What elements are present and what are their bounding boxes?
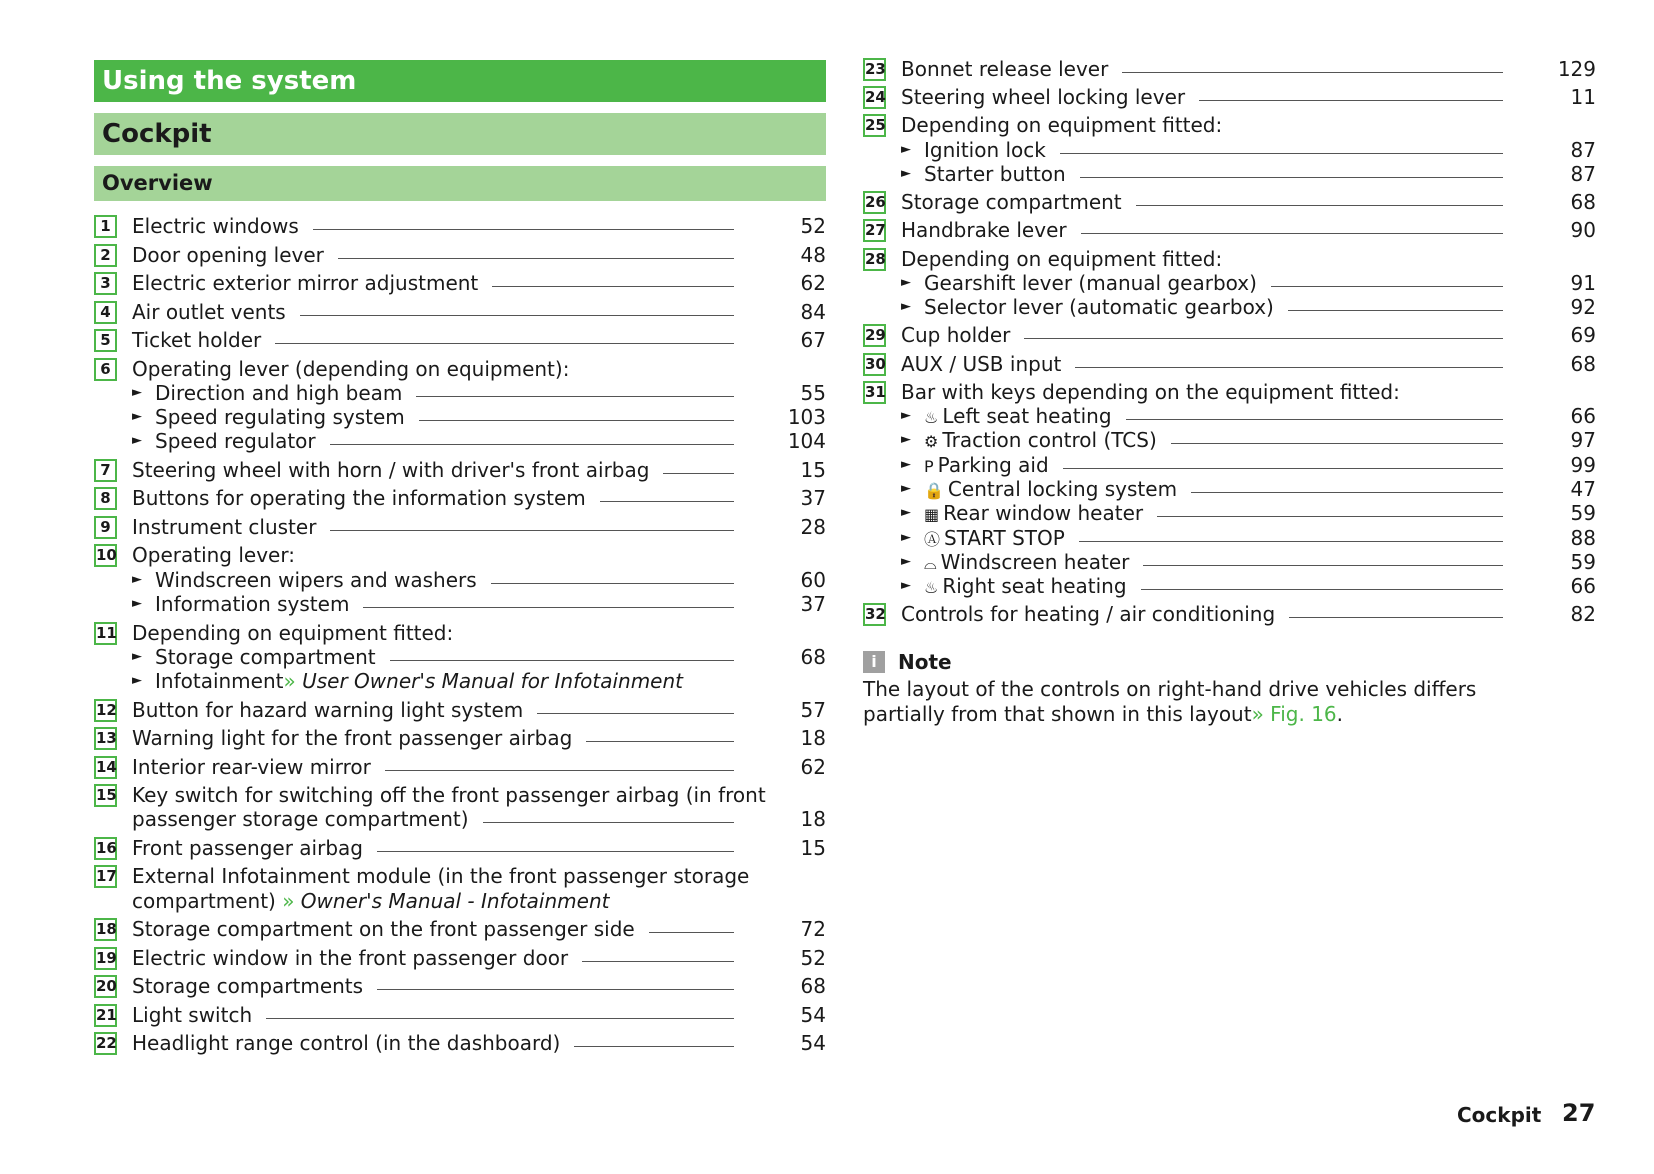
leader-line — [1157, 516, 1503, 517]
item-number-badge: 1 — [94, 215, 117, 238]
entry-label: Light switch — [132, 1002, 253, 1027]
item-number-badge: 3 — [94, 272, 117, 295]
left-seat-heating-icon: ♨ — [924, 408, 939, 428]
item-number-badge: 10 — [94, 544, 117, 567]
leader-line — [483, 822, 734, 823]
entry-label: compartment) » Owner's Manual - Infotainment — [132, 888, 610, 913]
leader-line — [586, 741, 734, 742]
index-entry — [94, 805, 826, 833]
rear-window-heater-icon: ▦ — [924, 505, 940, 525]
parking-aid-icon: P — [924, 456, 934, 476]
entry-label: Depending on equipment fitted: — [132, 620, 454, 645]
footer-page-number: 27 — [1562, 1099, 1596, 1127]
page-number[interactable]: 69 — [1570, 323, 1596, 348]
bullet-icon: ► — [132, 433, 142, 449]
index-entry — [94, 944, 826, 972]
index-entry — [94, 241, 826, 269]
leader-line — [390, 660, 734, 661]
entry-label: Cup holder — [901, 323, 1011, 348]
entry-label: ⚙ Traction control (TCS) — [924, 426, 1157, 456]
cross-reference-title[interactable]: User Owner's Manual for Infotainment — [302, 669, 683, 694]
leader-line — [1063, 468, 1503, 469]
leader-line — [1271, 286, 1503, 287]
item-number-badge: 23 — [863, 58, 886, 81]
item-number-badge: 32 — [863, 603, 886, 626]
entry-label: Operating lever (depending on equipment): — [132, 356, 570, 381]
page-number[interactable]: 15 — [800, 457, 826, 482]
entry-label: Electric windows — [132, 214, 299, 238]
index-entry — [94, 484, 826, 512]
page-number[interactable]: 47 — [1570, 477, 1596, 501]
leader-line — [1126, 419, 1503, 420]
index-entry — [94, 212, 826, 240]
entry-label: P Parking aid — [924, 451, 1049, 481]
item-number-badge: 25 — [863, 114, 886, 137]
leader-line — [419, 420, 734, 421]
entry-label: Warning light for the front passenger airbag — [132, 726, 573, 751]
leader-line — [1191, 492, 1503, 493]
leader-line — [330, 530, 734, 531]
note-end: . — [1336, 702, 1343, 726]
central-locking-icon: 🔒 — [924, 481, 944, 500]
entry-label: Windscreen wipers and washers — [155, 567, 477, 592]
page-number[interactable]: 68 — [800, 974, 826, 999]
page-number[interactable]: 82 — [1570, 602, 1596, 627]
entry-label: Buttons for operating the information system — [132, 486, 586, 511]
entry-label: Steering wheel locking lever — [901, 85, 1186, 110]
entry-label: External Infotainment module (in the front passenger storage — [132, 864, 750, 889]
leader-line — [266, 1018, 734, 1019]
leader-line — [1024, 338, 1503, 339]
bullet-icon: ► — [901, 456, 911, 472]
item-number-badge: 19 — [94, 947, 117, 970]
leader-line — [492, 286, 734, 287]
entry-label: Electric exterior mirror adjustment — [132, 271, 479, 295]
page-number[interactable]: 11 — [1570, 85, 1596, 110]
page-number[interactable]: 37 — [800, 592, 826, 616]
sub-entry — [863, 160, 1596, 188]
bullet-icon: ► — [132, 648, 142, 664]
leader-line — [663, 473, 734, 474]
page-number[interactable]: 54 — [800, 1031, 826, 1056]
entry-label: Ignition lock — [924, 137, 1046, 162]
bullet-icon: ► — [901, 141, 911, 157]
leader-line — [1075, 367, 1503, 368]
leader-line — [330, 444, 734, 445]
item-number-badge: 13 — [94, 727, 117, 750]
index-entry — [863, 55, 1596, 83]
page-number[interactable]: 84 — [800, 299, 826, 324]
item-number-badge: 6 — [94, 358, 117, 381]
entry-label: Electric window in the front passenger door — [132, 945, 569, 970]
bullet-icon: ► — [901, 274, 911, 290]
leader-line — [363, 607, 734, 608]
page-number[interactable]: 54 — [800, 1002, 826, 1027]
entry-label: Ticket holder — [132, 328, 262, 352]
entry-label: Front passenger airbag — [132, 835, 363, 860]
entry-label: Door opening lever — [132, 242, 324, 267]
page-number[interactable]: 103 — [787, 405, 826, 430]
leader-line — [1079, 541, 1503, 542]
index-entry — [94, 834, 826, 862]
sub-entry — [94, 427, 826, 455]
leader-line — [574, 1046, 734, 1047]
leader-line — [313, 229, 734, 230]
leader-line — [1288, 310, 1503, 311]
leader-line — [1060, 153, 1503, 154]
index-entry — [94, 887, 826, 915]
traction-control-icon: ⚙ — [924, 432, 939, 452]
section-header: Using the system — [94, 60, 826, 102]
index-entry — [94, 696, 826, 724]
index-entry — [94, 724, 826, 752]
entry-label: Button for hazard warning light system — [132, 697, 524, 722]
page-number[interactable]: 92 — [1570, 295, 1596, 320]
entry-label: Storage compartment — [901, 190, 1122, 215]
item-number-badge: 29 — [863, 324, 886, 347]
item-number-badge: 8 — [94, 487, 117, 510]
sub-entry — [863, 572, 1596, 600]
page-number[interactable]: 48 — [800, 242, 826, 267]
leader-line — [1289, 617, 1503, 618]
page-number[interactable]: 15 — [800, 835, 826, 860]
index-entry — [94, 269, 826, 297]
windscreen-heater-icon: ⌓ — [924, 553, 937, 573]
page-number[interactable]: 60 — [800, 567, 826, 592]
bullet-icon: ► — [901, 481, 911, 496]
bullet-icon: ► — [901, 408, 911, 424]
item-number-badge: 18 — [94, 918, 117, 941]
info-icon: i — [863, 651, 885, 673]
entry-label: Storage compartment — [155, 644, 376, 669]
index-entry — [94, 298, 826, 326]
page-number[interactable]: 62 — [800, 754, 826, 779]
note-title: Note — [898, 650, 952, 674]
bullet-icon: ► — [901, 299, 911, 315]
index-entry — [94, 972, 826, 1000]
entry-label: Instrument cluster — [132, 514, 317, 539]
entry-label: Handbrake lever — [901, 218, 1067, 243]
bullet-icon: ► — [132, 384, 142, 400]
page-number[interactable]: 91 — [1570, 270, 1596, 295]
entry-label: AUX / USB input — [901, 351, 1062, 376]
leader-line — [582, 961, 734, 962]
entry-label: passenger storage compartment) — [132, 807, 469, 832]
index-entry — [94, 915, 826, 943]
page-number[interactable]: 59 — [1570, 549, 1596, 574]
page-number[interactable]: 72 — [800, 917, 826, 942]
entry-label: Infotainment» User Owner's Manual for Infotainment — [155, 669, 683, 694]
page-number[interactable]: 67 — [800, 328, 826, 352]
index-entry — [94, 1029, 826, 1057]
leader-line — [649, 932, 734, 933]
note-text — [863, 677, 1563, 727]
page-number[interactable]: 52 — [800, 214, 826, 238]
entry-label: Speed regulating system — [155, 405, 405, 430]
start-stop-icon: Ⓐ — [924, 529, 941, 549]
item-number-badge: 21 — [94, 1004, 117, 1027]
right-seat-heating-icon: ♨ — [924, 578, 939, 598]
item-number-badge: 14 — [94, 756, 117, 779]
leader-line — [416, 396, 734, 397]
page-number[interactable]: 87 — [1570, 137, 1596, 162]
entry-label: Starter button — [924, 162, 1066, 186]
page-number[interactable]: 97 — [1570, 428, 1596, 453]
bullet-icon: ► — [901, 166, 911, 181]
index-entry — [94, 513, 826, 541]
leader-line — [275, 343, 734, 344]
leader-line — [1080, 177, 1503, 178]
cross-reference-arrow[interactable]: » — [275, 888, 301, 913]
index-entry — [94, 326, 826, 354]
index-entry — [863, 188, 1596, 216]
sub-entry — [863, 293, 1596, 321]
item-number-badge: 4 — [94, 301, 117, 324]
entry-label: Steering wheel with horn / with driver's front airbag — [132, 457, 650, 482]
bullet-icon: ► — [901, 578, 911, 594]
item-number-badge: 7 — [94, 459, 117, 482]
leader-line — [385, 770, 734, 771]
entry-label: Key switch for switching off the front passenger airbag (in front — [132, 783, 766, 808]
page-number[interactable]: 99 — [1570, 452, 1596, 477]
page-number[interactable]: 66 — [1570, 404, 1596, 429]
page-number[interactable]: 59 — [1570, 501, 1596, 526]
leader-line — [1143, 565, 1503, 566]
bullet-icon: ► — [901, 553, 911, 569]
bullet-icon: ► — [901, 505, 911, 521]
entry-label: Depending on equipment fitted: — [901, 113, 1223, 138]
leader-line — [377, 851, 734, 852]
entry-label: Selector lever (automatic gearbox) — [924, 295, 1274, 320]
entry-label: ⌓ Windscreen heater — [924, 548, 1129, 578]
index-entry — [863, 216, 1596, 244]
chapter-header: Cockpit — [94, 113, 826, 155]
item-number-badge: 11 — [94, 622, 117, 645]
entry-label: Gearshift lever (manual gearbox) — [924, 270, 1257, 295]
leader-line — [1141, 589, 1503, 590]
index-entry — [863, 350, 1596, 378]
page-number[interactable]: 87 — [1570, 162, 1596, 186]
bullet-icon: ► — [132, 571, 142, 587]
bullet-icon: ► — [132, 409, 142, 425]
item-number-badge: 2 — [94, 244, 117, 267]
item-number-badge: 9 — [94, 516, 117, 539]
entry-label: Air outlet vents — [132, 299, 286, 324]
index-entry — [863, 83, 1596, 111]
entry-label: Headlight range control (in the dashboard) — [132, 1031, 561, 1056]
item-number-badge: 31 — [863, 381, 886, 404]
leader-line — [537, 713, 734, 714]
entry-label: Interior rear-view mirror — [132, 754, 371, 779]
leader-line — [1081, 233, 1503, 234]
subsection-header: Overview — [94, 166, 826, 201]
entry-label: Depending on equipment fitted: — [901, 246, 1223, 271]
leader-line — [1199, 100, 1503, 101]
page-number[interactable]: 129 — [1557, 57, 1596, 81]
note-figure-link[interactable]: » Fig. 16 — [1251, 702, 1337, 726]
index-entry — [94, 753, 826, 781]
index-entry — [94, 1001, 826, 1029]
page-number[interactable]: 18 — [800, 726, 826, 751]
item-number-badge: 27 — [863, 219, 886, 242]
leader-line — [338, 258, 734, 259]
entry-label: Storage compartments — [132, 974, 364, 999]
page-number[interactable]: 37 — [800, 486, 826, 511]
bullet-icon: ► — [132, 673, 142, 689]
entry-label: ▦ Rear window heater — [924, 499, 1143, 529]
entry-label: Ⓐ START STOP — [924, 524, 1065, 554]
entry-label: ♨ Left seat heating — [924, 402, 1112, 432]
entry-label: Bar with keys depending on the equipment fitted: — [901, 379, 1400, 404]
item-number-badge: 26 — [863, 191, 886, 214]
leader-line — [300, 315, 734, 316]
item-number-badge: 20 — [94, 975, 117, 998]
page-number[interactable]: 88 — [1570, 525, 1596, 550]
note-body: The layout of the controls on right-hand drive vehicles differs partially from that shown in this layout — [863, 677, 1477, 726]
item-number-badge: 24 — [863, 86, 886, 109]
leader-line — [491, 583, 734, 584]
page-number[interactable]: 66 — [1570, 574, 1596, 599]
page-number[interactable]: 68 — [1570, 190, 1596, 215]
entry-label: Operating lever: — [132, 543, 295, 568]
page-number[interactable]: 28 — [800, 514, 826, 539]
sub-entry — [94, 590, 826, 618]
leader-line — [1122, 72, 1503, 73]
page-number[interactable]: 18 — [800, 807, 826, 832]
cross-reference-arrow[interactable]: » — [283, 669, 303, 694]
cross-reference-title[interactable]: Owner's Manual - Infotainment — [300, 888, 610, 913]
page-number[interactable]: 52 — [800, 945, 826, 970]
item-number-badge: 17 — [94, 865, 117, 888]
item-number-badge: 22 — [94, 1032, 117, 1055]
entry-label: Speed regulator — [155, 429, 316, 454]
item-number-badge: 12 — [94, 699, 117, 722]
entry-label: 🔒 Central locking system — [924, 475, 1177, 505]
page-number[interactable]: 62 — [800, 271, 826, 295]
entry-label: Storage compartment on the front passenger side — [132, 917, 635, 942]
leader-line — [600, 501, 734, 502]
leader-line — [377, 989, 734, 990]
entry-label: ♨ Right seat heating — [924, 572, 1127, 602]
item-number-badge: 28 — [863, 248, 886, 271]
entry-label: Information system — [155, 592, 350, 616]
entry-label: Direction and high beam — [155, 380, 403, 405]
page-number[interactable]: 104 — [787, 429, 826, 454]
entry-label: Controls for heating / air conditioning — [901, 602, 1276, 627]
leader-line — [1171, 443, 1503, 444]
entry-label: Bonnet release lever — [901, 57, 1109, 81]
footer-section-name: Cockpit — [1457, 1103, 1542, 1127]
page-number[interactable]: 55 — [800, 380, 826, 405]
item-number-badge: 16 — [94, 837, 117, 860]
bullet-icon: ► — [132, 596, 142, 611]
page-number[interactable]: 68 — [1570, 351, 1596, 376]
item-number-badge: 30 — [863, 353, 886, 376]
sub-entry — [94, 667, 826, 695]
bullet-icon: ► — [901, 529, 911, 545]
item-number-badge: 15 — [94, 784, 117, 807]
bullet-icon: ► — [901, 432, 911, 448]
index-entry — [863, 600, 1596, 628]
index-entry — [94, 456, 826, 484]
leader-line — [1136, 205, 1503, 206]
page-number[interactable]: 57 — [800, 697, 826, 722]
item-number-badge: 5 — [94, 329, 117, 352]
page-number[interactable]: 68 — [800, 644, 826, 669]
index-entry — [863, 321, 1596, 349]
page-number[interactable]: 90 — [1570, 218, 1596, 243]
